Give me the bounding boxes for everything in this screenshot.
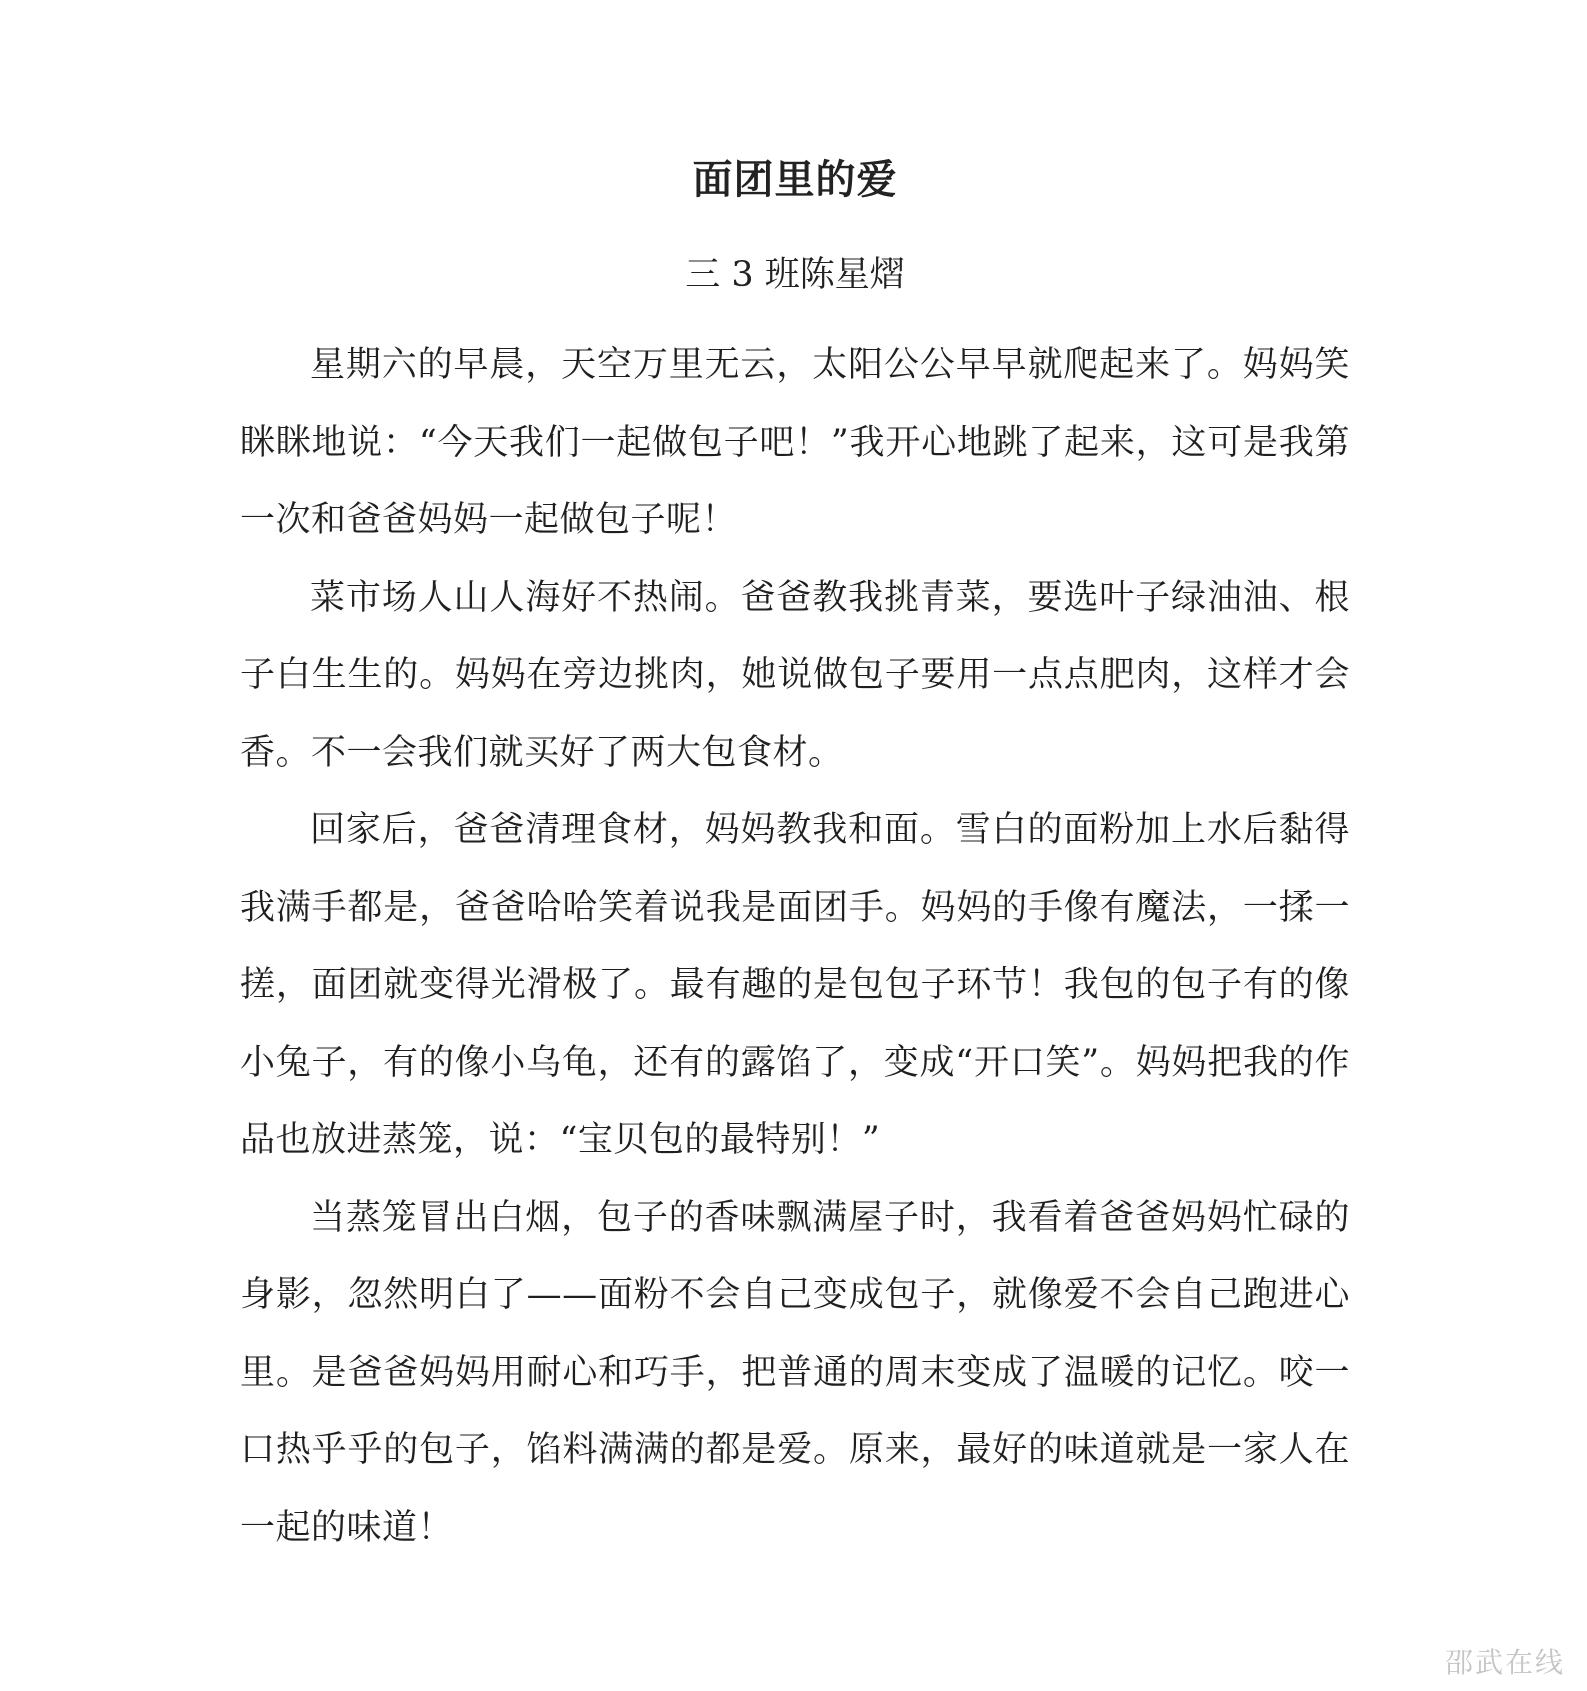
paragraph: 星期六的早晨，天空万里无云，太阳公公早早就爬起来了。妈妈笑眯眯地说：“今天我们一起做包子吧！”我开心地跳了起来，这可是我第一次和爸爸妈妈一起做包子呢！ (240, 345, 1350, 540)
watermark: 邵武在线 (1444, 1646, 1565, 1679)
paragraph: 回家后，爸爸清理食材，妈妈教我和面。雪白的面粉加上水后黏得我满手都是，爸爸哈哈笑着说我是面团手。妈妈的手像有魔法，一揉一搓，面团就变得光滑极了。最有趣的是包包子环节！我包的包子有的像小兔子，有的像小乌龟，还有的露馅了，变成“开口笑”。妈妈把我的作品也放进蒸笼，说：“宝贝包的最特别！” (240, 810, 1350, 1160)
author-line: 三 3 班陈星熠 (685, 255, 905, 295)
document-title: 面团里的爱 (692, 157, 898, 203)
document-body (240, 327, 1350, 1567)
paragraph: 菜市场人山人海好不热闹。爸爸教我挑青菜，要选叶子绿油油、根子白生生的。妈妈在旁边挑肉，她说做包子要用一点点肥肉，这样才会香。不一会我们就买好了两大包食材。 (240, 577, 1350, 773)
paragraph: 当蒸笼冒出白烟，包子的香味飘满屋子时，我看着爸爸妈妈忙碌的身影，忽然明白了——面粉不会自己变成包子，就像爱不会自己跑进心里。是爸爸妈妈用耐心和巧手，把普通的周末变成了温暖的记忆。咬一口热乎乎的包子，馅料满满的都是爱。原来，最好的味道就是一家人在一起的味道！ (240, 1197, 1350, 1548)
